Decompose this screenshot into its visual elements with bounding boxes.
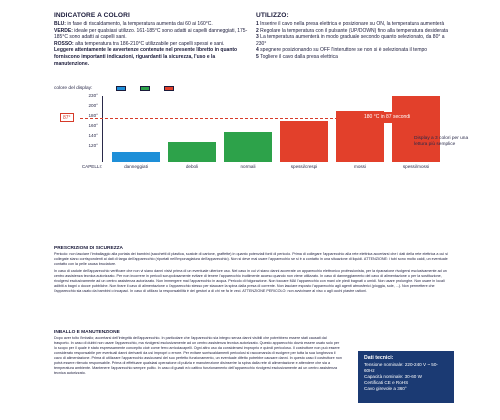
indicatore-line-verde: VERDE: ideale per qualsiasi utilizzo. 161-185°C sono adatti ai capelli danneggiati, 175-185°C sono adatti ai capelli sani. [54,27,248,41]
category-label: danneggiati [124,164,148,169]
swatch-green [140,86,150,91]
imballo-section [54,330,342,376]
category-label: deboli [185,164,199,169]
utilizzo-step: 5 Togliere il cavo dalla presa elettrica [256,54,338,61]
category-label: spessi/crespi [290,164,318,169]
y-tick: 160° [88,123,98,128]
indicatore-section [54,13,250,67]
imballo-text: Dopo aver tolto l'imballo; accertarsi dell'integrità dell'apparecchio. In particolare che l'apparecchio sia integro senza danni visibili che potrebbero essere stati causati dal trasporto. In caso di dubbi non usare l'apparecchio, ma rivolgersi esclusivamente ad un centro assistenza tecnica autorizzato. Questo apparecchio dovrà essere usato solo per lo scopo per il quale è stato espressamente concepito cioè come ferro arricciacapelli. Ogni altro uso da considerarsi improprio e quindi pericoloso. Il costruttore non può essere considerato responsabile per eventuali danni derivanti da usi impropri o errore. Per evitare surriscaldamenti pericolosi si raccomanda di svolgere per tutta la sua lunghezza il cavo di alimentazione. Prima di utilizzare l'apparecchio assicurarsi del suo perfetto funzionamento, un eventuale difetto potrebbe causare danni. In questo caso il costruttore non potrà essere ritenuto responsabile. Prima di effettuare qualsiasi operazione di pulizia e manutenzione disinserire la spina dalla rete di alimentazione e attendere che sia a temperatura ambiente. Mantenere l'apparecchio sempre pulito. In caso di guasti e/o cattivo funzionamento dell'apparecchio rivolgersi esclusivamente ad un centro assistenza tecnica autorizzato. [54,336,342,375]
y-axis [102,96,103,162]
tech-line: Capacità nominale: 30-60 W [364,374,422,379]
utilizzo-step: 1 Inserire il cavo nella presa elettrica e posizionare su ON, la temperatura aumenterà [256,21,445,28]
y-tick-highlight: 180° [88,113,98,118]
marker-line [80,118,338,119]
utilizzo-step: 3 La temperatura aumenterà in modo graduale secondo quanto selezionato, da 80° a 230° [256,34,445,47]
sicurezza-paragraph: Pericolo: non lasciare l'imballaggio alla portata dei bambini (sacchetti di plastica, scatole di cartone, graffette) in quanto potenziali fonti di pericolo. Prima di collegare l'apparecchio alla rete elettrica accertarsi che i dati della rete elettrica a cui si collegate siano corrispondenti ai dati di targa dell'apparecchio (riportati nell'imponaglatura dell'apparecchio). Non si deve mai usare l'apparecchio se si è a contatto in una situazione di liquidi. ATTENZIONE: i tubi sono molto caldi, un eventuale contatto con la pelle causa bruciature. [54,252,448,266]
marker-87: 87° [60,113,74,122]
temperature-chart [54,84,474,174]
sicurezza-title: PRESCRIZIONI DI SICUREZZA [54,246,124,251]
indicatore-line-blu: BLU: in fase di riscaldamento, la temperatura aumenta dai 60 ai 160°C. [54,21,213,28]
indicatore-title: INDICATORE A COLORI [54,12,130,19]
tech-line: Cavo girevole a 360° [364,386,407,391]
y-tick: 200° [88,103,98,108]
imballo-title: INBALLO E MANUTENZIONE [54,330,120,335]
bar-normali [224,132,272,162]
x-axis-label: CAPELLI: [81,164,102,169]
y-tick: 120° [88,143,98,148]
category-label: mossi [354,164,366,169]
sicurezza-paragraph: In caso di cadute dell'apparecchio verificare che non vi siano danni visivi prima di un eventuale ulteriore uso. Nel caso in cui vi siano danni accerrate un apparecchio elettronico professionista, per la riparazione rivolgersi esclusivamente ad un centro assistenza tecnica autorizzato. Per non incorrere in pericoli scrupolosamente evitare di tenere l'apparecchio inutilmente acceso quando non viene utilizzato. In caso di danneggiamento del cavo di alimentazione o per la sostituzione, rivolgersi esclusivamente ad un centro assistenza autorizzato. Non immergere mai l'apparecchio in acqua. Pericolo di folgorazione. Non toccare MAI l'apparecchio con mani o/e piedi bagnati o umidi. Non usare prolunghe. Non usare in locali adibiti a bagni o docce pubbliche. Non tirare il cavo di alimentazione o l'apparecchio stesso per staccare la spina dalla presa di corrente. Non lasciare esposto l'apparecchio agli agenti atmosferici (pioggia, sole, ...). Non permettere che l'apparecchio sia usato da bambini o incapaci. In caso di utilizzo la responsabilità è dei gestori a di chi ne fa le veci. ATTENZIONE PERICOLO: non avvicinare al viso o agli occhi piastre ustioni. [54,268,447,293]
tech-line: Certificati CE e RoHS [364,380,409,385]
display-note: Display a 3 colori per una lettura più semplice [414,136,469,147]
y-tick: 140° [88,133,98,138]
bar-spessi-crespi [280,121,328,162]
utilizzo-section [256,13,456,61]
category-label: normali [240,164,256,169]
swatch-red [164,86,174,91]
bar-deboli [168,142,216,162]
utilizzo-title: UTILIZZO: [256,12,289,19]
category-label: spessi/mossi [402,164,430,169]
indicatore-warning: Leggere attentamente le avvertenze contenute nel presente libretto in quanto forniscono importanti indicazioni, riguardanti la sicurezza, l'uso e la manutenzione. [54,47,238,67]
bar-danneggiati [112,152,160,162]
utilizzo-step: 4 spegnere posizionando su OFF l'interuttore se non si è selezionata il tempo [256,47,428,54]
swatch-blue [116,86,126,91]
tech-line: Tensione nominale: 220-240 V ~ 50-60Hz [364,362,438,373]
utilizzo-step: 2 Regolare la temperatura con il pulsante (UP/DOWN) fino alla temperatura desiderata [256,27,449,34]
tech-data-box [358,351,454,403]
indicatore-line-rosso: ROSSO: alta temperatura tra 186-210°C utilizzabile per capelli spessi e sani. [54,40,225,47]
sicurezza-section [54,246,454,294]
y-tick: 230° [88,93,98,98]
heat-time-badge: 180 °C in 87 secondi [360,112,414,123]
legend-label: colore del display: [54,86,93,91]
bar-spessi-mossi [392,96,440,162]
tech-title: Dati tecnici: [364,355,394,361]
